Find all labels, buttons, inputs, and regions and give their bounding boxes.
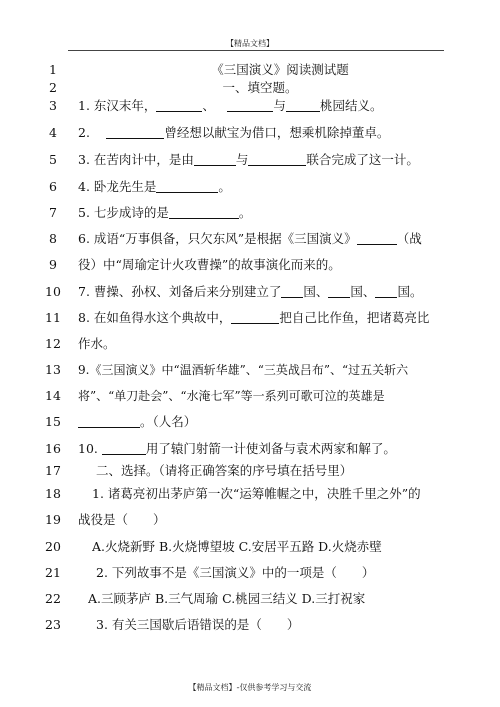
line-number: 13 [45, 362, 61, 377]
line-number: 9 [49, 257, 57, 272]
question-text: 6. 成语“万事俱备，只欠东风”是根据《三国演义》 （战 [78, 231, 422, 246]
line-number: 11 [45, 310, 61, 325]
line-5 [0, 150, 500, 170]
line-13 [0, 360, 500, 380]
answer-blank[interactable] [281, 284, 303, 298]
line-number: 23 [45, 617, 61, 632]
line-1 [0, 60, 500, 80]
line-2 [0, 78, 500, 98]
question-text: 1. 诸葛亮初出茅庐第一次“运筹帷幄之中，决胜千里之外”的 [92, 486, 421, 501]
section-heading-fill-blank: 一、填空题。 [222, 80, 298, 95]
line-3 [0, 96, 500, 116]
line-8 [0, 229, 500, 249]
line-number: 15 [45, 414, 61, 429]
question-text: 2. 下列故事不是《三国演义》中的一项是（ ） [96, 565, 375, 580]
line-4 [0, 123, 500, 143]
line-22 [0, 589, 500, 609]
question-text: 8. 在如鱼得水这个典故中， 把自己比作鱼，把诸葛亮比 [78, 310, 430, 325]
page-header: 【精品文档】 [226, 39, 274, 48]
line-number: 18 [45, 486, 61, 501]
question-text: 作水。 [78, 336, 116, 351]
answer-options: A.火烧新野 B.火烧博望坡 C.安居平五路 D.火烧赤壁 [92, 539, 382, 554]
line-number: 6 [49, 179, 57, 194]
line-number: 22 [45, 591, 61, 606]
line-23 [0, 615, 500, 635]
line-14 [0, 386, 500, 406]
page-footer: 【精品文档】-仅供参考学习与交流 [188, 683, 312, 692]
line-15 [0, 412, 500, 432]
line-number: 14 [45, 388, 61, 403]
line-number: 5 [49, 152, 57, 167]
answer-blank[interactable] [375, 284, 397, 298]
line-11 [0, 308, 500, 328]
question-text: 1. 东汉末年， 、 与 桃园结义。 [78, 98, 383, 113]
line-17 [0, 461, 500, 481]
question-text: 5. 七步成诗的是 。 [78, 205, 252, 220]
question-text: 。（人名） [78, 412, 438, 432]
line-number: 16 [45, 441, 61, 456]
line-16 [0, 439, 500, 459]
question-text: 4. 卧龙先生是 。 [78, 179, 231, 194]
document-title: 《三国演义》阅读测试题 [211, 62, 349, 77]
answer-blank[interactable] [231, 310, 279, 324]
line-number: 21 [45, 565, 61, 580]
answer-blank[interactable] [169, 205, 239, 219]
line-number: 3 [49, 98, 57, 113]
answer-options: A.三顾茅庐 B.三气周瑜 C.桃园三结义 D.三打祝家 [88, 591, 366, 606]
line-20 [0, 537, 500, 557]
line-18 [0, 484, 500, 504]
question-text: 10. 用了辕门射箭一计使刘备与袁术两家和解了。 [78, 441, 396, 456]
line-number: 10 [45, 284, 61, 299]
answer-blank[interactable] [102, 441, 146, 455]
question-text: 3. 有关三国歇后语错误的是（ ） [96, 617, 300, 632]
answer-blank[interactable] [156, 98, 202, 112]
line-number: 2 [49, 80, 57, 95]
question-text: 9.《三国演义》中“温酒斩华雄”、“三英战吕布”、“过五关斩六 [78, 363, 409, 377]
line-number: 1 [49, 62, 57, 77]
line-number: 20 [45, 539, 61, 554]
line-12 [0, 334, 500, 354]
line-number: 7 [49, 205, 57, 220]
line-21 [0, 563, 500, 583]
header-rule [68, 50, 444, 51]
line-10 [0, 282, 500, 302]
line-19 [0, 510, 500, 530]
section-heading-choice: 二、选择。（请将正确答案的序号填在括号里） [96, 463, 353, 478]
answer-blank[interactable] [357, 231, 397, 245]
answer-blank[interactable] [106, 125, 164, 139]
answer-blank[interactable] [328, 284, 350, 298]
question-text: 战役是（ ） [78, 512, 166, 527]
line-number: 17 [45, 463, 61, 478]
line-9 [0, 255, 500, 275]
answer-blank[interactable] [194, 152, 236, 166]
answer-blank[interactable] [286, 98, 320, 112]
question-text: 2. 曾经想以献宝为借口，想乘机除掉董卓。 [78, 125, 390, 140]
answer-blank[interactable] [156, 179, 218, 193]
answer-blank[interactable] [248, 152, 306, 166]
line-7 [0, 203, 500, 223]
line-number: 8 [49, 231, 57, 246]
answer-blank[interactable] [227, 98, 273, 112]
question-text: 3. 在苦肉计中，是由 与 联合完成了这一计。 [78, 152, 419, 167]
answer-blank[interactable] [78, 414, 140, 428]
question-text: 役）中“周瑜定计火攻曹操”的故事演化而来的。 [78, 257, 341, 272]
line-6 [0, 177, 500, 197]
question-text: 7. 曹操、孙权、刘备后来分别建立了 国、 国、 国。 [78, 284, 423, 299]
line-number: 4 [49, 125, 57, 140]
line-number: 19 [45, 512, 61, 527]
question-text: 将”、“单刀赴会”、“水淹七军”等一系列可歌可泣的英雄是 [78, 389, 385, 403]
line-number: 12 [45, 336, 61, 351]
